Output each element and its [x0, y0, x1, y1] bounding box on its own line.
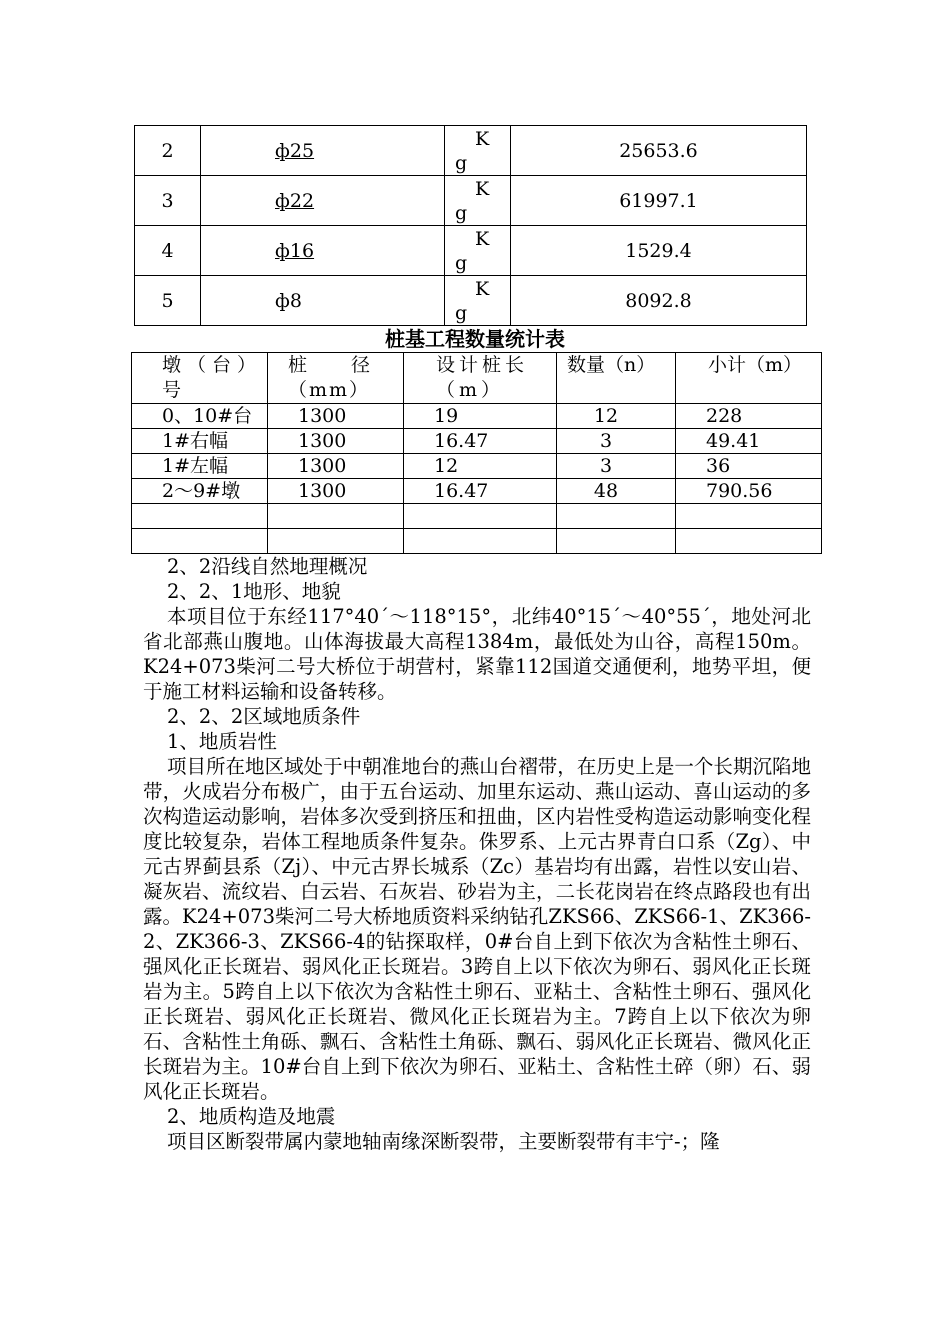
table-row	[132, 479, 822, 504]
empty-cell	[268, 529, 404, 554]
unit-cell: K g	[445, 126, 511, 176]
steel-quantity-table	[134, 125, 807, 326]
section-heading: 2、2沿线自然地理概况	[167, 555, 368, 578]
empty-cell	[404, 529, 557, 554]
cell-count: 12	[557, 404, 676, 429]
header-subtotal: 小计（m）	[676, 353, 822, 404]
row-index: 5	[135, 276, 201, 326]
table-row	[135, 276, 807, 326]
cell-subtotal: 790.56	[676, 479, 822, 504]
cell-subtotal: 228	[676, 404, 822, 429]
subsection-heading: 2、2、2区域地质条件	[167, 705, 361, 728]
table-row-empty	[132, 504, 822, 529]
body-text	[143, 554, 811, 1154]
item-heading: 2、地质构造及地震	[167, 1105, 336, 1128]
table-row	[135, 126, 807, 176]
paragraph-lithology: 项目所在地区域处于中朝准地台的燕山台褶带，在历史上是一个长期沉陷地带，火成岩分布极广，由于五台运动、加里东运动、燕山运动、喜山运动的多次构造运动影响，岩体多次受到挤压和扭曲，区内岩性受构造运动影响变化程度比较复杂，岩体工程地质条件复杂。侏罗系、上元古界青白口系（Zg）、中元古界蓟县系（Zj）、中元古界长城系（Zc）基岩均有出露，岩性以安山岩、凝灰岩、流纹岩、白云岩、石灰岩、砂岩为主，二长花岗岩在终点路段也有出露。K24+073柴河二号大桥地质资料采纳钻孔ZKS66、ZKS66-1、ZK366-2、ZK366-3、ZKS66-4的钻探取样，0#台自上到下依次为含粘性土卵石、强风化正长斑岩、弱风化正长斑岩。3跨自上以下依次为卵石、弱风化正长斑岩为主。5跨自上以下依次为含粘性土卵石、亚粘土、含粘性土卵石、强风化正长斑岩、弱风化正长斑岩、微风化正长斑岩为主。7跨自上以下依次为卵石、含粘性土角砾、飘石、含粘性土角砾、飘石、弱风化正长斑岩、微风化正长斑岩为主。10#台自上到下依次为卵石、亚粘土、含粘性土碎（卵）石、弱风化正长斑岩。	[143, 755, 811, 1103]
empty-cell	[132, 529, 268, 554]
cell-count: 48	[557, 479, 676, 504]
unit-cell: K g	[445, 276, 511, 326]
item-heading: 1、地质岩性	[167, 730, 277, 753]
row-index: 4	[135, 226, 201, 276]
bar-diameter: ф8	[201, 276, 445, 326]
table-row-empty	[132, 529, 822, 554]
header-design-length: 设计桩长（m）	[404, 353, 557, 404]
header-diameter: 桩 径（mm）	[268, 353, 404, 404]
pile-table-title: 桩基工程数量统计表	[385, 327, 565, 351]
cell-subtotal: 49.41	[676, 429, 822, 454]
cell-length: 12	[404, 454, 557, 479]
empty-cell	[557, 529, 676, 554]
cell-diameter: 1300	[268, 429, 404, 454]
subsection-heading: 2、2、1地形、地貌	[167, 580, 341, 603]
cell-count: 3	[557, 454, 676, 479]
empty-cell	[557, 504, 676, 529]
cell-subtotal: 36	[676, 454, 822, 479]
cell-diameter: 1300	[268, 479, 404, 504]
paragraph-terrain: 本项目位于东经117°40´～118°15°，北纬40°15´～40°55´，地处河北省北部燕山腹地。山体海拔最大高程1384m，最低处为山谷，高程150m。K24+073柴河二号大桥位于胡营村，紧靠112国道交通便利，地势平坦，便于施工材料运输和设备转移。	[143, 605, 811, 703]
row-index: 3	[135, 176, 201, 226]
cell-length: 16.47	[404, 429, 557, 454]
unit-cell: K g	[445, 176, 511, 226]
table-row	[132, 454, 822, 479]
bar-diameter: ф16	[201, 226, 445, 276]
cell-pier: 1#左幅	[132, 454, 268, 479]
cell-count: 3	[557, 429, 676, 454]
empty-cell	[268, 504, 404, 529]
cell-pier: 0、10#台	[132, 404, 268, 429]
weight-value: 61997.1	[511, 176, 807, 226]
paragraph-faults: 项目区断裂带属内蒙地轴南缘深断裂带，主要断裂带有丰宁-；隆	[167, 1130, 720, 1153]
unit-cell: K g	[445, 226, 511, 276]
table-row	[132, 429, 822, 454]
cell-diameter: 1300	[268, 454, 404, 479]
weight-value: 1529.4	[511, 226, 807, 276]
table-row	[132, 404, 822, 429]
weight-value: 25653.6	[511, 126, 807, 176]
empty-cell	[676, 504, 822, 529]
cell-pier: 2～9#墩	[132, 479, 268, 504]
bar-diameter: ф25	[201, 126, 445, 176]
empty-cell	[404, 504, 557, 529]
bar-diameter: ф22	[201, 176, 445, 226]
table-header-row	[132, 353, 822, 404]
table-row	[135, 226, 807, 276]
table-row	[135, 176, 807, 226]
cell-diameter: 1300	[268, 404, 404, 429]
cell-length: 16.47	[404, 479, 557, 504]
header-pier: 墩（台）号	[132, 353, 268, 404]
cell-length: 19	[404, 404, 557, 429]
header-count: 数量（n）	[557, 353, 676, 404]
cell-pier: 1#右幅	[132, 429, 268, 454]
empty-cell	[132, 504, 268, 529]
weight-value: 8092.8	[511, 276, 807, 326]
pile-quantity-table	[131, 352, 822, 554]
row-index: 2	[135, 126, 201, 176]
empty-cell	[676, 529, 822, 554]
